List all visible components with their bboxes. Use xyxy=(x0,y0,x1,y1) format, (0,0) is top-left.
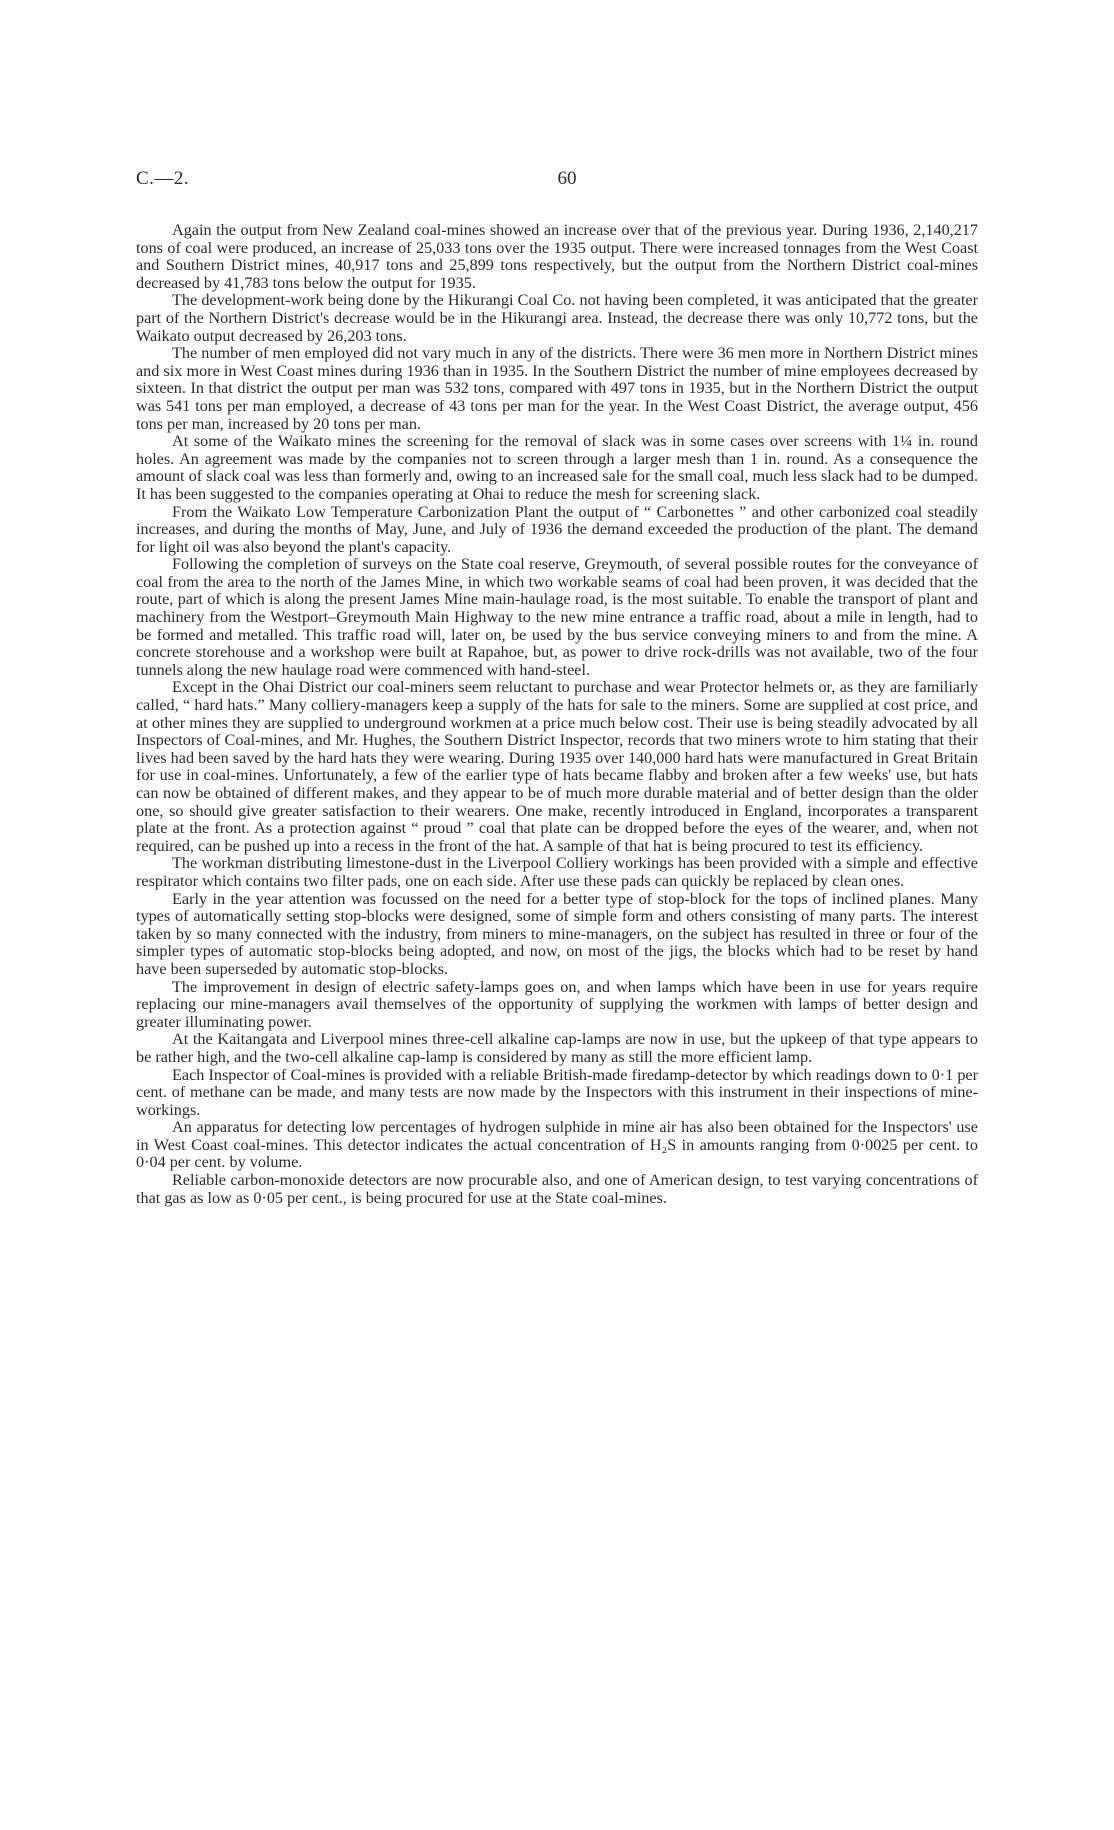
paragraph-men-employed: The number of men employed did not vary much in any of the districts. There were 36 men more in Northern District mines and six more in West Coast mines during 1936 than in 1935. In the Southern District the number of mine employees decreased by sixteen. In that district the output per man was 532 tons, compared with 497 tons in 1935, but in the Northern District the output was 541 tons per man employed, a decrease of 43 tons per man for the year. In the West Coast District, the average output, 456 tons per man, increased by 20 tons per man. xyxy=(136,344,978,433)
paragraph-state-coal-reserve: Following the completion of surveys on the State coal reserve, Greymouth, of several possible routes for the conveyance of coal from the area to the north of the James Mine, in which two workable seams of coal had been proven, it was decided that the route, part of which is along the present James Mine main-haulage road, is the most suitable. To enable the transport of plant and machinery from the Westport–Greymouth Main Highway to the new mine entrance a traffic road, about a mile in length, had to be formed and metalled. This traffic road will, later on, be used by the bus service conveying miners to and from the mine. A concrete storehouse and a workshop were built at Rapahoe, but, as power to drive rock-drills was not available, two of the four tunnels along the new haulage road were commenced with hand-steel. xyxy=(136,555,978,679)
body-text xyxy=(136,222,978,1207)
paragraph-carbonization-plant: From the Waikato Low Temperature Carbonization Plant the output of “ Carbonettes ” and other carbonized coal steadily increases, and during the months of May, June, and July of 1936 the demand exceeded the production of the plant. The demand for light oil was also beyond the plant's capacity. xyxy=(136,502,978,556)
paragraph-stop-blocks: Early in the year attention was focussed on the need for a better type of stop-block for the tops of inclined planes. Many types of automatically setting stop-blocks were designed, some of simple form and others consisting of many parts. The interest taken by so many connected with the industry, from miners to mine-managers, on the subject has resulted in three or four of the simpler types of automatic stop-blocks being adopted, and now, on most of the jigs, the blocks which had to be reset by hand have been superseded by automatic stop-blocks. xyxy=(136,889,978,978)
parliamentary-paper-reference: C.—2. xyxy=(136,168,190,189)
page-header xyxy=(136,168,978,198)
paragraph-hydrogen-sulphide-detector: An apparatus for detecting low percentages of hydrogen sulphide in mine air has also been obtained for the Inspectors' use in West Coast coal-mines. This detector indicates the actual concentration of H₂S in amounts ranging from 0·0025 per cent. to 0·04 per cent. by volume. xyxy=(136,1118,978,1172)
paragraph-respirator: The workman distributing limestone-dust in the Liverpool Colliery workings has been provided with a simple and effective respirator which contains two filter pads, one on each side. After use these pads can quickly be replaced by clean ones. xyxy=(136,854,978,890)
page-number: 60 xyxy=(557,168,577,189)
paragraph-screening-slack: At some of the Waikato mines the screening for the removal of slack was in some cases over screens with 1¼ in. round holes. An agreement was made by the companies not to screen through a larger mesh than 1 in. round. As a consequence the amount of slack coal was less than formerly and, owing to an increased sale for the small coal, much less slack had to be dumped. It has been suggested to the companies operating at Ohai to reduce the mesh for screening slack. xyxy=(136,432,978,503)
paragraph-firedamp-detector: Each Inspector of Coal-mines is provided with a reliable British-made firedamp-detector by which readings down to 0·1 per cent. of methane can be made, and many tests are now made by the Inspectors with this instrument in their inspections of mine-workings. xyxy=(136,1065,978,1119)
paragraph-output-increase: Again the output from New Zealand coal-mines showed an increase over that of the previous year. During 1936, 2,140,217 tons of coal were produced, an increase of 25,033 tons over the 1935 output. There were increased tonnages from the West Coast and Southern District mines, 40,917 tons and 25,899 tons respectively, but the output from the Northern District coal-mines decreased by 41,783 tons below the output for 1935. xyxy=(136,221,978,292)
paragraph-safety-lamps: The improvement in design of electric safety-lamps goes on, and when lamps which have been in use for years require replacing our mine-managers avail themselves of the opportunity of supplying the workmen with lamps of better design and greater illuminating power. xyxy=(136,977,978,1031)
paragraph-cap-lamps: At the Kaitangata and Liverpool mines three-cell alkaline cap-lamps are now in use, but the upkeep of that type appears to be rather high, and the two-cell alkaline cap-lamp is considered by many as still the more efficient lamp. xyxy=(136,1030,978,1066)
paragraph-hikurangi-development: The development-work being done by the Hikurangi Coal Co. not having been completed, it was anticipated that the greater part of the Northern District's decrease would be in the Hikurangi area. Instead, the decrease there was only 10,772 tons, but the Waikato output decreased by 26,203 tons. xyxy=(136,291,978,345)
paragraph-hard-hats: Except in the Ohai District our coal-miners seem reluctant to purchase and wear Protector helmets or, as they are familiarly called, “ hard hats.” Many colliery-managers keep a supply of the hats for sale to the miners. Some are supplied at cost price, and at other mines they are supplied to underground workmen at a price much below cost. Their use is being steadily advocated by all Inspectors of Coal-mines, and Mr. Hughes, the Southern District Inspector, records that two miners wrote to him stating that their lives had been saved by the hard hats they were wearing. During 1935 over 140,000 hard hats were manufactured in Great Britain for use in coal-mines. Unfortunately, a few of the earlier type of hats became flabby and broken after a few weeks' use, but hats can now be obtained of different makes, and they appear to be of much more durable material and of better design than the older one, so should give greater satisfaction to their wearers. One make, recently introduced in England, incorporates a transparent plate at the front. As a protection against “ proud ” coal that plate can be dropped before the eyes of the wearer, and, when not required, can be pushed up into a recess in the front of the hat. A sample of that hat is being procured to test its efficiency. xyxy=(136,678,978,855)
paragraph-carbon-monoxide-detectors: Reliable carbon-monoxide detectors are now procurable also, and one of American design, to test varying concentrations of that gas as low as 0·05 per cent., is being procured for use at the State coal-mines. xyxy=(136,1171,978,1207)
